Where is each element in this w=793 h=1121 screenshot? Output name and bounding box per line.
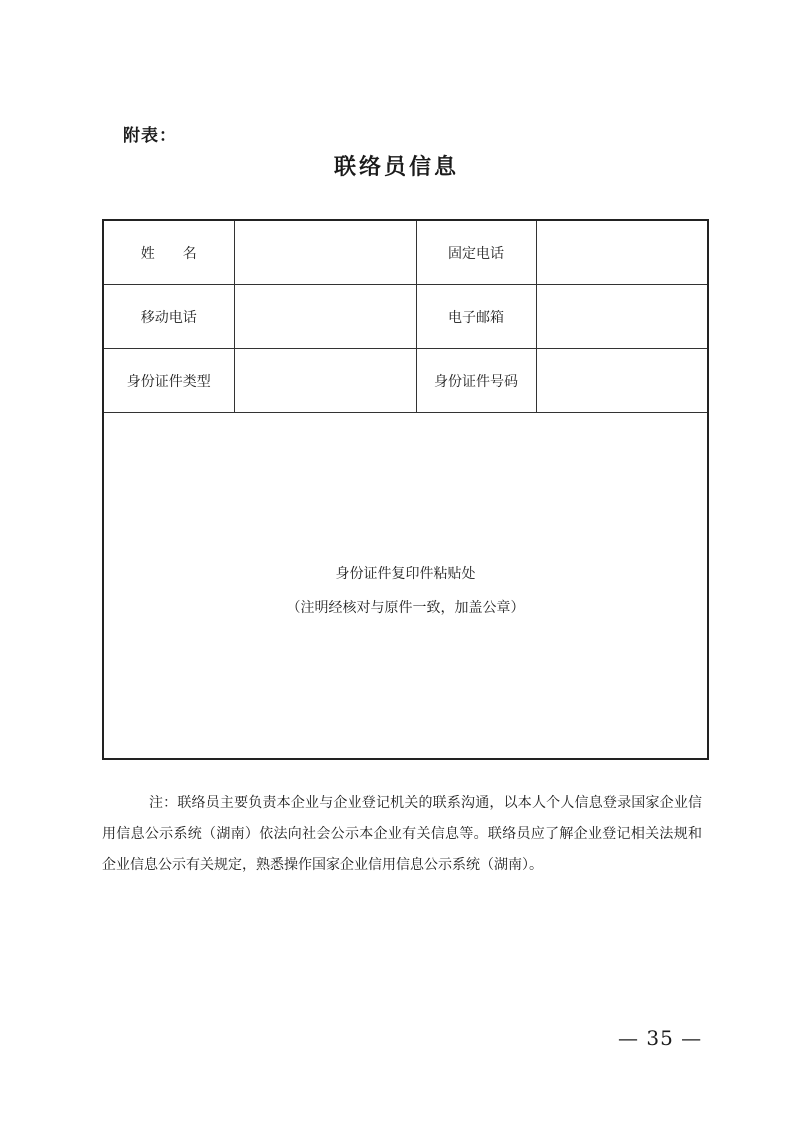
footnote: 注：联络员主要负责本企业与企业登记机关的联系沟通，以本人个人信息登录国家企业信用信息公示系统（湖南）依法向社会公示本企业有关信息等。联络员应了解企业登记相关法规和企业信息公示有关规定，熟悉操作国家企业信用信息公示系统（湖南）。 [102,795,702,873]
email-field[interactable] [536,285,708,349]
paste-area-title: 身份证件复印件粘贴处 [335,566,476,582]
landline-field[interactable] [536,220,708,285]
table-row-paste [103,413,708,760]
id-copy-paste-area [103,413,708,760]
table-row-name [103,220,708,285]
mobile-field[interactable] [234,285,416,349]
appendix-label: 附表： [123,126,177,146]
id-number-field[interactable] [536,349,708,413]
table-row-id [103,349,708,413]
contact-info-table [102,219,709,760]
id-type-field[interactable] [234,349,416,413]
id-type-label: 身份证件类型 [103,349,234,413]
paste-area-note: （注明经核对与原件一致，加盖公章） [286,600,525,616]
page-number: — 35 — [618,1026,703,1050]
email-label: 电子邮箱 [416,285,536,349]
landline-label: 固定电话 [416,220,536,285]
page-title: 联络员信息 [333,155,459,180]
name-field[interactable] [234,220,416,285]
id-number-label: 身份证件号码 [416,349,536,413]
name-label: 姓 名 [103,220,234,285]
mobile-label: 移动电话 [103,285,234,349]
table-row-mobile [103,285,708,349]
